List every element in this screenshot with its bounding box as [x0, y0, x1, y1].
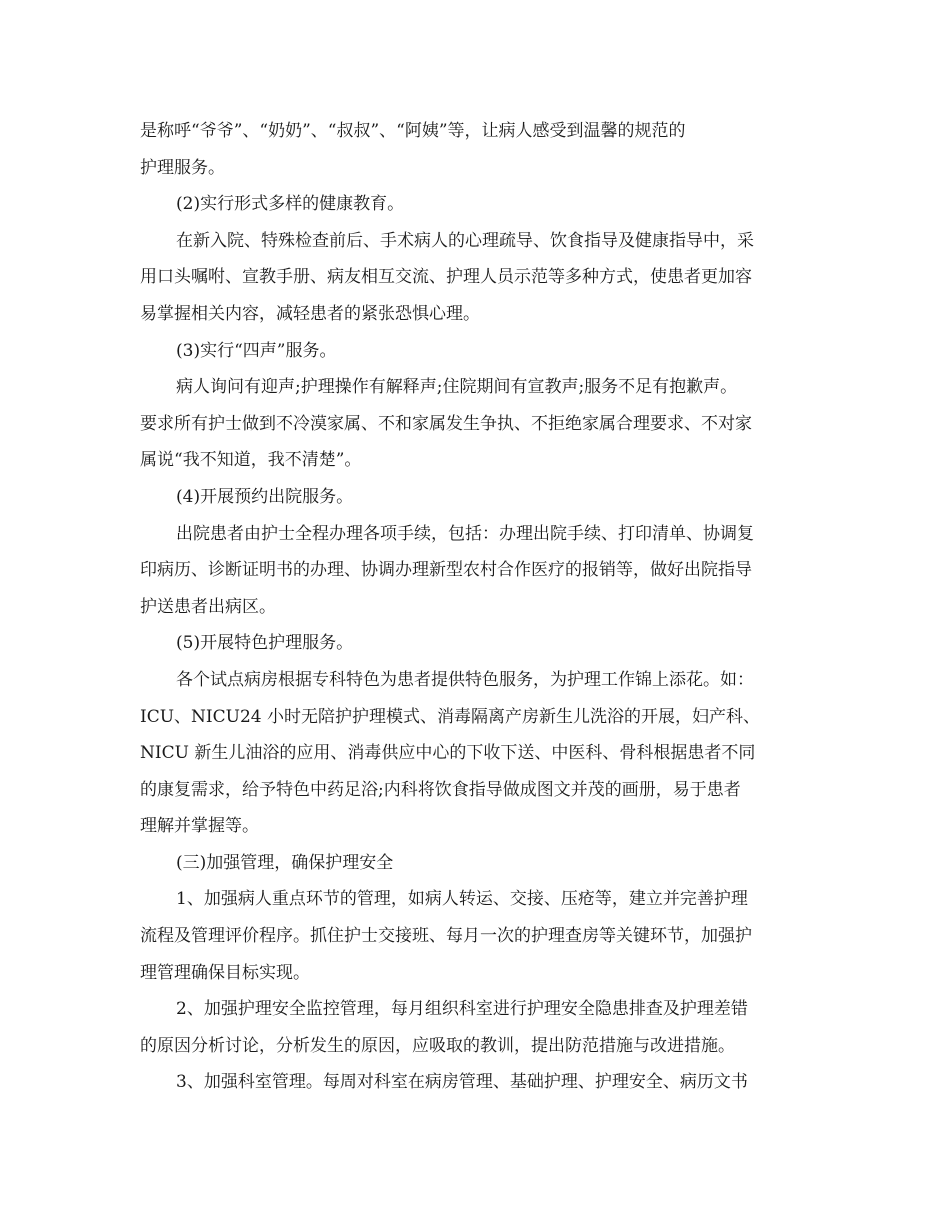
text-line: 护理服务。	[140, 157, 225, 178]
text-line: NICU 新生儿油浴的应用、消毒供应中心的下收下送、中医科、骨科根据患者不同	[140, 743, 756, 764]
text-line: 病人询问有迎声;护理操作有解释声;住院期间有宣教声;服务不足有抱歉声。	[176, 377, 738, 398]
text-line: 2、加强护理安全监控管理，每月组织科室进行护理安全隐患排查及护理差错	[176, 999, 748, 1020]
text-line: 1、加强病人重点环节的管理，如病人转运、交接、压疮等，建立并完善护理	[176, 889, 748, 910]
text-line: 出院患者由护士全程办理各项手续，包括：办理出院手续、打印清单、协调复	[176, 523, 754, 544]
text-line: ICU、NICU24 小时无陪护护理模式、消毒隔离产房新生儿洗浴的开展，妇产科、	[140, 706, 761, 727]
text-line: 理解并掌握等。	[140, 816, 259, 837]
text-line: 的原因分析讨论，分析发生的原因，应吸取的教训，提出防范措施与改进措施。	[140, 1035, 735, 1056]
text-line: 属说“我不知道，我不清楚”。	[140, 450, 362, 471]
text-line: 易掌握相关内容，减轻患者的紧张恐惧心理。	[140, 303, 480, 324]
text-line: 流程及管理评价程序。抓住护士交接班、每月一次的护理查房等关键环节，加强护	[140, 926, 752, 947]
text-line: 各个试点病房根据专科特色为患者提供特色服务，为护理工作锦上添花。如：	[176, 669, 754, 690]
text-line: 护送患者出病区。	[140, 596, 276, 617]
text-line: (3)实行“四声”服务。	[176, 340, 337, 361]
document-body	[140, 113, 815, 1101]
text-line: 的康复需求，给予特色中药足浴;内科将饮食指导做成图文并茂的画册，易于患者	[140, 779, 741, 800]
text-line: 印病历、诊断证明书的办理、协调办理新型农村合作医疗的报销等，做好出院指导	[140, 560, 752, 581]
text-line: 用口头嘱咐、宣教手册、病友相互交流、护理人员示范等多种方式，使患者更加容	[140, 267, 752, 288]
text-line: 理管理确保目标实现。	[140, 962, 310, 983]
text-line: (5)开展特色护理服务。	[176, 633, 354, 654]
text-line: (4)开展预约出院服务。	[176, 486, 354, 507]
text-line: 是称呼“爷爷”、“奶奶”、“叔叔”、“阿姨”等，让病人感受到温馨的规范的	[140, 121, 686, 141]
text-line: (2)实行形式多样的健康教育。	[176, 194, 405, 215]
text-line: 在新入院、特殊检查前后、手术病人的心理疏导、饮食指导及健康指导中，采	[176, 230, 754, 251]
text-line: 要求所有护士做到不冷漠家属、不和家属发生争执、不拒绝家属合理要求、不对家	[140, 413, 752, 434]
text-line: 3、加强科室管理。每周对科室在病房管理、基础护理、护理安全、病历文书	[176, 1072, 748, 1093]
text-line: (三)加强管理，确保护理安全	[176, 852, 394, 873]
